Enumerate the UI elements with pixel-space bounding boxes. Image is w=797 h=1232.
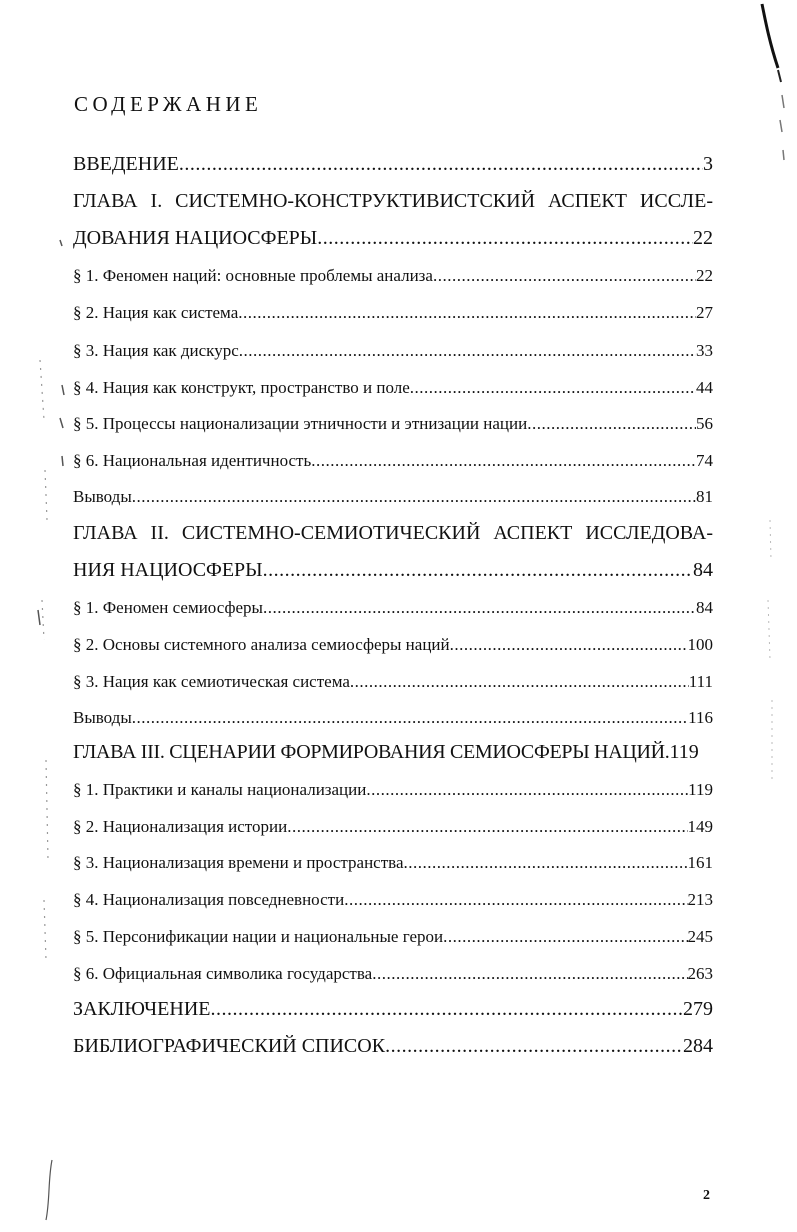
entry-label: § 6. Национальная идентичность bbox=[73, 451, 312, 470]
toc-entry-conclusions bbox=[73, 708, 713, 728]
entry-page: 149 bbox=[687, 817, 713, 836]
dot-leader bbox=[443, 927, 687, 947]
toc-entry bbox=[73, 672, 713, 692]
entry-label: § 3. Нация как дискурс bbox=[73, 341, 239, 360]
entry-page: 213 bbox=[687, 890, 713, 909]
entry-label: § 3. Нация как семиотическая система bbox=[73, 672, 350, 691]
toc-entry bbox=[73, 414, 713, 434]
entry-page: 111 bbox=[688, 672, 713, 691]
entry-label: ВВЕДЕНИЕ bbox=[73, 153, 179, 175]
dot-leader bbox=[317, 227, 693, 250]
dot-leader bbox=[344, 890, 687, 910]
entry-page: 3 bbox=[703, 153, 713, 175]
entry-page: 100 bbox=[687, 635, 713, 654]
entry-label: § 1. Феномен наций: основные проблемы анализа bbox=[73, 266, 433, 285]
toc-entry bbox=[73, 890, 713, 910]
dot-leader bbox=[404, 853, 688, 873]
toc-entry bbox=[73, 266, 713, 286]
entry-label: Выводы bbox=[73, 708, 132, 727]
dot-leader bbox=[263, 559, 693, 582]
toc-entry bbox=[73, 451, 713, 471]
dot-leader bbox=[450, 635, 688, 655]
entry-label: ГЛАВА III. СЦЕНАРИИ ФОРМИРОВАНИЯ СЕМИОСФЕРЫ НАЦИЙ. bbox=[73, 741, 670, 763]
toc-entry bbox=[73, 927, 713, 947]
entry-label: § 4. Национализация повседневности bbox=[73, 890, 345, 909]
dot-leader bbox=[287, 817, 687, 837]
entry-page: 74 bbox=[696, 451, 713, 470]
toc-entry-bibliography bbox=[73, 1035, 713, 1058]
toc-entry bbox=[73, 964, 713, 984]
entry-label: БИБЛИОГРАФИЧЕСКИЙ СПИСОК bbox=[73, 1035, 386, 1057]
entry-label: НИЯ НАЦИОСФЕРЫ bbox=[73, 559, 263, 581]
toc-entry-conclusions bbox=[73, 487, 713, 507]
chapter-3-heading bbox=[73, 741, 713, 764]
dot-leader bbox=[263, 598, 696, 618]
entry-label: ДОВАНИЯ НАЦИОСФЕРЫ bbox=[73, 227, 318, 249]
entry-page: 263 bbox=[687, 964, 713, 983]
entry-page: 84 bbox=[696, 598, 713, 617]
dot-leader bbox=[238, 303, 696, 323]
dot-leader bbox=[311, 451, 696, 471]
dot-leader bbox=[239, 341, 696, 361]
toc-entry bbox=[73, 303, 713, 323]
entry-label: § 6. Официальная символика государства bbox=[73, 964, 373, 983]
entry-page: 33 bbox=[696, 341, 713, 360]
toc-entry-introduction bbox=[73, 153, 713, 176]
toc-entry bbox=[73, 378, 713, 398]
entry-label: § 1. Феномен семиосферы bbox=[73, 598, 263, 617]
entry-page: 116 bbox=[688, 708, 713, 727]
dot-leader bbox=[210, 998, 683, 1021]
entry-label: § 2. Национализация истории bbox=[73, 817, 288, 836]
page-number: 2 bbox=[703, 1188, 710, 1203]
entry-label: § 1. Практики и каналы национализации bbox=[73, 780, 367, 799]
dot-leader bbox=[350, 672, 689, 692]
entry-page: 27 bbox=[696, 303, 713, 322]
dot-leader bbox=[433, 266, 696, 286]
dot-leader bbox=[385, 1035, 683, 1058]
entry-page: 56 bbox=[696, 414, 713, 433]
toc-entry bbox=[73, 817, 713, 837]
entry-page: 22 bbox=[696, 266, 713, 285]
toc-entry bbox=[73, 780, 713, 800]
entry-page: 284 bbox=[683, 1035, 713, 1057]
toc-entry-conclusion bbox=[73, 998, 713, 1021]
entry-label: Выводы bbox=[73, 487, 132, 506]
dot-leader bbox=[132, 487, 696, 507]
toc-entry bbox=[73, 853, 713, 873]
entry-label: § 4. Нация как конструкт, пространство и поле bbox=[73, 378, 410, 397]
chapter-2-heading-cont bbox=[73, 559, 713, 582]
dot-leader bbox=[410, 378, 696, 398]
chapter-1-heading-cont bbox=[73, 227, 713, 250]
dot-leader bbox=[132, 708, 688, 728]
toc-entry bbox=[73, 598, 713, 618]
dot-leader bbox=[372, 964, 687, 984]
entry-page: 81 bbox=[696, 487, 713, 506]
toc-entry bbox=[73, 341, 713, 361]
toc-entry bbox=[73, 635, 713, 655]
toc-title: СОДЕРЖАНИЕ bbox=[74, 92, 263, 116]
entry-page: 84 bbox=[693, 559, 713, 581]
entry-label: § 3. Национализация времени и пространства bbox=[73, 853, 404, 872]
entry-page: 161 bbox=[687, 853, 713, 872]
entry-page: 44 bbox=[696, 378, 713, 397]
entry-label: § 2. Нация как система bbox=[73, 303, 239, 322]
dot-leader bbox=[527, 414, 696, 434]
entry-page: 119 bbox=[688, 780, 713, 799]
entry-label: ЗАКЛЮЧЕНИЕ bbox=[73, 998, 211, 1020]
entry-label: § 5. Персонификации нации и национальные герои bbox=[73, 927, 444, 946]
dot-leader bbox=[366, 780, 688, 800]
chapter-1-heading: ГЛАВА I. СИСТЕМНО-КОНСТРУКТИВИСТСКИЙ АСПЕКТ ИССЛЕ- bbox=[73, 190, 713, 212]
entry-page: 119 bbox=[669, 741, 699, 763]
entry-label: § 2. Основы системного анализа семиосферы наций bbox=[73, 635, 450, 654]
entry-page: 245 bbox=[687, 927, 713, 946]
entry-page: 22 bbox=[693, 227, 713, 249]
entry-label: § 5. Процессы национализации этничности и этнизации нации bbox=[73, 414, 528, 433]
chapter-2-heading: ГЛАВА II. СИСТЕМНО-СЕМИОТИЧЕСКИЙ АСПЕКТ ИССЛЕДОВА- bbox=[73, 522, 713, 544]
entry-page: 279 bbox=[683, 998, 713, 1020]
dot-leader bbox=[179, 153, 703, 176]
